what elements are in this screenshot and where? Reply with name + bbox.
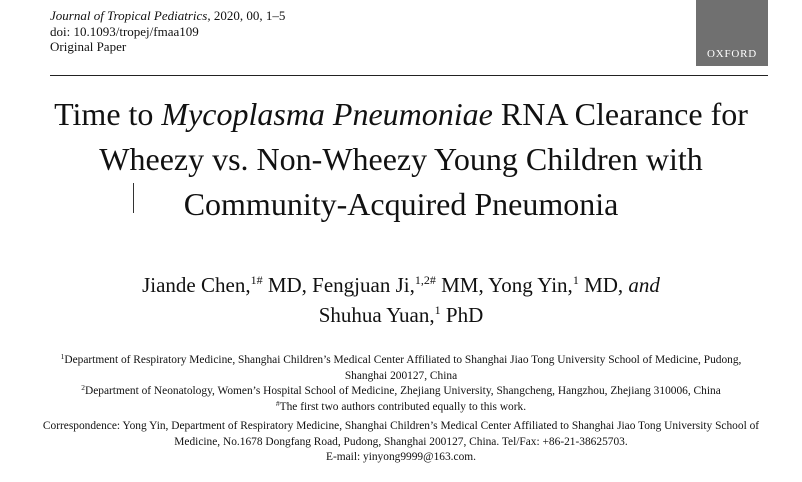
journal-name: Journal of Tropical Pediatrics	[50, 8, 208, 23]
author-name: Jiande Chen,	[142, 273, 251, 297]
oxford-logo	[696, 0, 768, 66]
author-affil: 1,2#	[414, 273, 436, 287]
affiliation-text: Department of Neonatology, Women’s Hospital School of Medicine, Zhejiang University, Shangcheng, Hangzhou, Zhejiang 310006, China	[84, 385, 721, 397]
author-degree: MM,	[435, 273, 484, 297]
author-affil: 1	[572, 273, 579, 287]
article-title	[40, 92, 762, 227]
author-degree: PhD	[440, 303, 484, 327]
author-line-2	[40, 300, 762, 330]
author-name: Yong Yin,	[483, 273, 573, 297]
affiliation-marker: 1	[60, 352, 65, 361]
correspondence: Correspondence: Yong Yin, Department of Respiratory Medicine, Shanghai Children’s Medical Center Affiliated to Shanghai Jiao Tong University School of Medicine, No.1678 Dongfang Road, Pudong, Shanghai 200127, China. Tel/Fax: +86-21-38625703.	[42, 420, 760, 448]
author-affil: 1	[434, 303, 441, 317]
author-degree: MD,	[262, 273, 307, 297]
author-name: Fengjuan Ji,	[306, 273, 415, 297]
logo-text: OXFORD	[706, 48, 758, 60]
article-type: Original Paper	[50, 39, 127, 54]
affiliation-marker: #	[275, 398, 280, 408]
journal-header	[50, 8, 285, 55]
author-name: Shuhua Yuan,	[318, 303, 435, 327]
author-affil: 1#	[250, 273, 263, 287]
affiliation-2	[40, 384, 762, 400]
affiliation-1	[40, 353, 762, 384]
author-list	[40, 270, 762, 330]
author-and: and	[623, 273, 660, 297]
affiliation-text: The first two authors contributed equally to this work.	[279, 400, 527, 413]
header-divider	[50, 75, 768, 76]
correspondence-email: E-mail: yinyong9999@163.com.	[325, 451, 476, 463]
affiliation-text: Department of Respiratory Medicine, Shanghai Children’s Medical Center Affiliated to Shanghai Jiao Tong University School of Medicine, Pudong, Shanghai 200127, China	[64, 354, 742, 382]
doi: doi: 10.1093/tropej/fmaa109	[50, 23, 199, 39]
equal-contribution-note	[40, 400, 762, 416]
title-part-2: RNA Clearance for Wheezy vs. Non-Wheezy Young Children with Community-Acquired Pneumonia	[99, 96, 748, 222]
title-italic: Mycoplasma Pneumoniae	[161, 96, 493, 132]
journal-volume: , 2020, 00, 1–5	[207, 8, 286, 23]
title-part-1: Time to	[54, 96, 162, 132]
journal-citation	[50, 8, 285, 24]
author-line-1	[40, 270, 762, 300]
author-degree: MD,	[578, 273, 624, 297]
affiliation-marker: 2	[81, 383, 85, 392]
affiliations	[40, 353, 762, 466]
text-cursor	[133, 183, 134, 213]
